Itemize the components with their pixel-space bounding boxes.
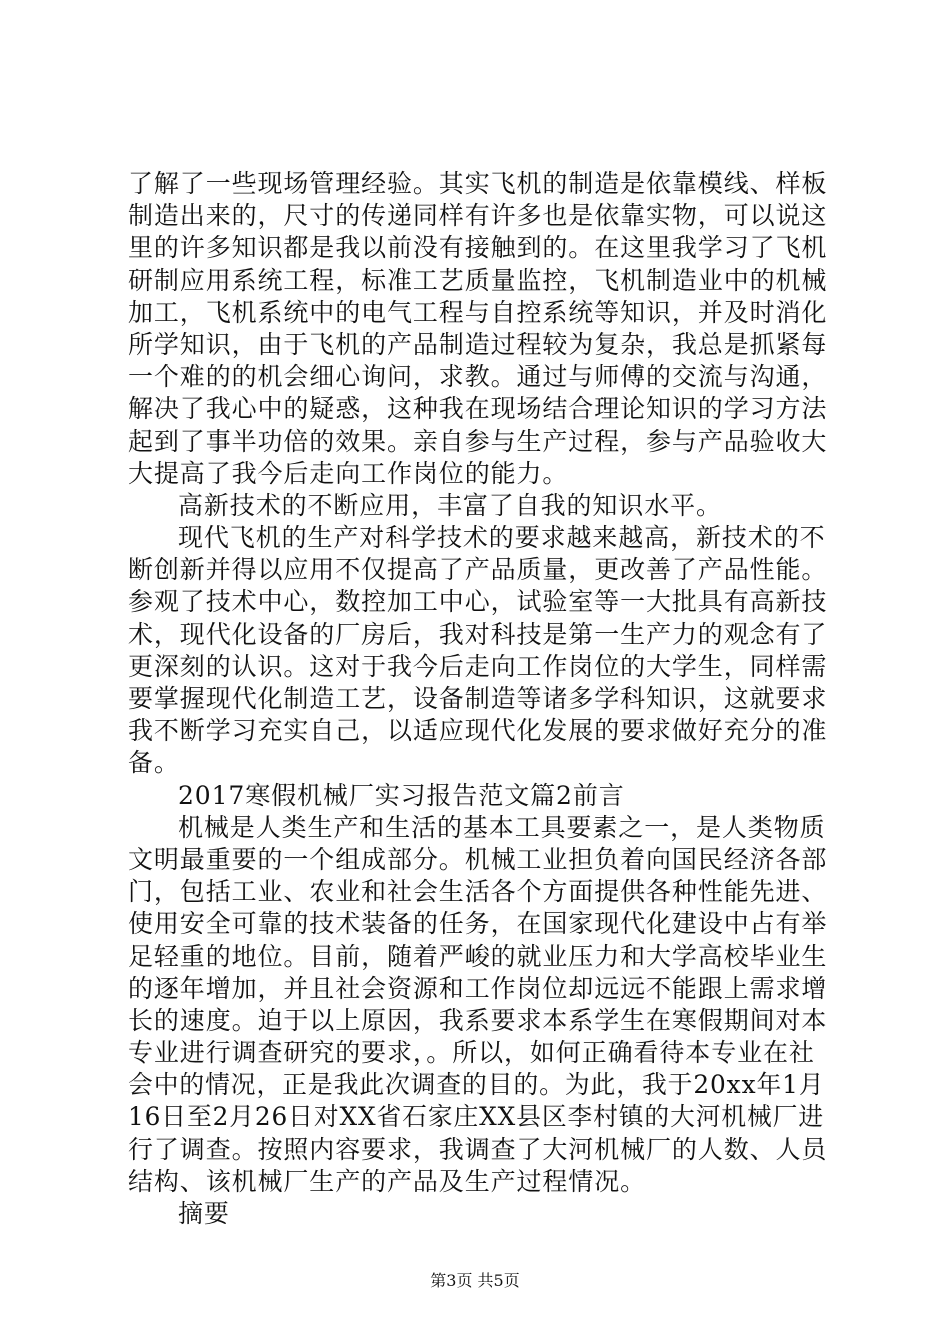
text-line: 使用安全可靠的技术装备的任务，在国家现代化建设中占有举 <box>128 909 828 939</box>
page-number-footer: 第3页 共5页 <box>430 1271 520 1290</box>
text-line: 制造出来的，尺寸的传递同样有许多也是依靠实物，可以说这 <box>128 201 828 231</box>
text-line: 一个难的的机会细心询问，求教。通过与师傅的交流与沟通， <box>128 362 828 392</box>
text-line: 16日至2月26日对XX省石家庄XX县区李村镇的大河机械厂进 <box>128 1102 824 1132</box>
text-line: 加工，飞机系统中的电气工程与自控系统等知识，并及时消化 <box>128 297 828 327</box>
text-line: 备。 <box>128 748 180 778</box>
text-line: 结构、该机械厂生产的产品及生产过程情况。 <box>128 1166 647 1196</box>
text-line: 文明最重要的一个组成部分。机械工业担负着向国民经济各部 <box>128 844 828 874</box>
text-line: 起到了事半功倍的效果。亲自参与生产过程，参与产品验收大 <box>128 426 828 456</box>
text-line: 断创新并得以应用不仅提高了产品质量，更改善了产品性能。 <box>128 555 828 585</box>
text-line: 大提高了我今后走向工作岗位的能力。 <box>128 458 569 488</box>
text-line: 研制应用系统工程，标准工艺质量监控，飞机制造业中的机械 <box>128 265 828 295</box>
text-line: 术，现代化设备的厂房后，我对科技是第一生产力的观念有了 <box>128 619 828 649</box>
text-line: 现代飞机的生产对科学技术的要求越来越高，新技术的不 <box>178 523 826 553</box>
text-line: 的逐年增加，并且社会资源和工作岗位却远远不能跟上需求增 <box>128 973 828 1003</box>
text-line: 参观了技术中心，数控加工中心，试验室等一大批具有高新技 <box>128 587 828 617</box>
text-line: 所学知识，由于飞机的产品制造过程较为复杂，我总是抓紧每 <box>128 329 828 359</box>
text-line: 门，包括工业、农业和社会生活各个方面提供各种性能先进、 <box>128 877 828 907</box>
text-line: 行了调查。按照内容要求，我调查了大河机械厂的人数、人员 <box>128 1134 828 1164</box>
text-line: 专业进行调查研究的要求，。所以，如何正确看待本专业在社 <box>128 1038 815 1068</box>
text-line: 摘要 <box>178 1199 230 1228</box>
text-line: 了解了一些现场管理经验。其实飞机的制造是依靠模线、样板 <box>128 169 828 198</box>
text-line: 解决了我心中的疑惑，这种我在现场结合理论知识的学习方法 <box>128 394 828 424</box>
text-line: 里的许多知识都是我以前没有接触到的。在这里我学习了飞机 <box>128 233 828 263</box>
text-line: 我不断学习充实自己，以适应现代化发展的要求做好充分的准 <box>128 716 828 746</box>
text-line: 更深刻的认识。这对于我今后走向工作岗位的大学生，同样需 <box>128 651 828 681</box>
text-line: 要掌握现代化制造工艺，设备制造等诸多学科知识，这就要求 <box>128 684 828 713</box>
text-line: 足轻重的地位。目前，随着严峻的就业压力和大学高校毕业生 <box>128 941 828 971</box>
text-line: 机械是人类生产和生活的基本工具要素之一，是人类物质 <box>178 812 826 842</box>
text-line: 2017寒假机械厂实习报告范文篇2前言 <box>178 780 625 810</box>
text-line: 长的速度。迫于以上原因，我系要求本系学生在寒假期间对本 <box>128 1005 828 1035</box>
text-line: 高新技术的不断应用，丰富了自我的知识水平。 <box>178 490 722 520</box>
document-body <box>128 168 828 1230</box>
text-line: 会中的情况，正是我此次调查的目的。为此，我于20xx年1月 <box>128 1070 825 1100</box>
